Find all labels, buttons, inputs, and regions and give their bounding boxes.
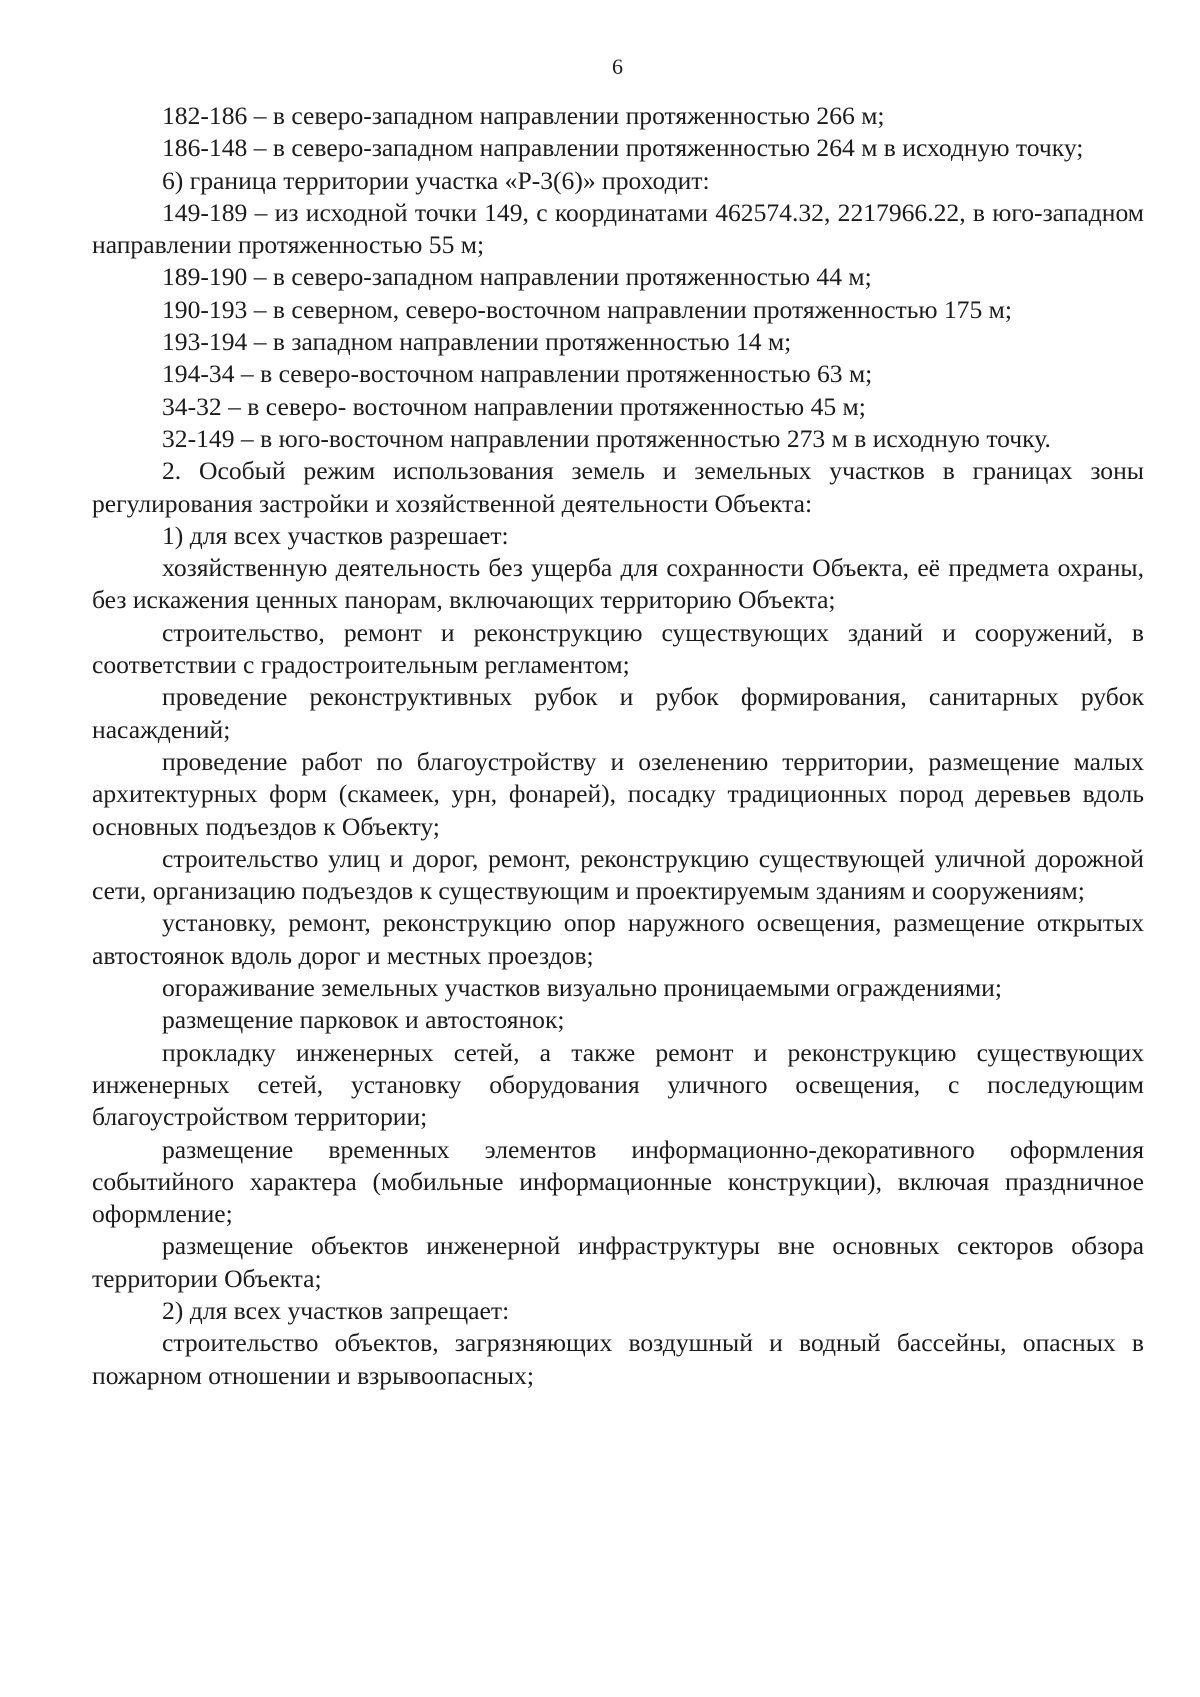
paragraph: размещение парковок и автостоянок; — [162, 1005, 565, 1035]
paragraph: прокладку инженерных сетей, а также ремонт и реконструкцию существующих инженерных сетей, установку оборудования уличного освещения, с последующим благоустройством территории; — [92, 1037, 1144, 1132]
paragraph: 189-190 – в северо-западном направлении протяженностью 44 м; — [162, 262, 872, 292]
paragraph: 182-186 – в северо-западном направлении протяженностью 266 м; — [162, 101, 885, 130]
paragraph: проведение реконструктивных рубок и рубок формирования, санитарных рубок насаждений; — [92, 682, 1144, 744]
paragraph: 34-32 – в северо- восточном направлении протяженностью 45 м; — [162, 391, 866, 421]
paragraph: 190-193 – в северном, северо-восточном направлении протяженностью 175 м; — [162, 294, 1012, 324]
paragraph: 2. Особый режим использования земель и земельных участков в границах зоны регулирования застройки и хозяйственной деятельности Объекта: — [92, 456, 1144, 518]
paragraph: хозяйственную деятельность без ущерба для сохранности Объекта, её предмета охраны, без искажения ценных панорам, включающих территорию Объекта; — [92, 553, 1144, 615]
paragraph: 32-149 – в юго-восточном направлении протяженностью 273 м в исходную точку. — [162, 423, 1051, 453]
paragraph: строительство объектов, загрязняющих воздушный и водный бассейны, опасных в пожарном отношении и взрывоопасных; — [92, 1328, 1144, 1390]
paragraph: установку, ремонт, реконструкцию опор наружного освещения, размещение открытых автостоянок вдоль дорог и местных проездов; — [92, 908, 1144, 970]
paragraph: размещение объектов инженерной инфраструктуры вне основных секторов обзора территории Объекта; — [92, 1231, 1144, 1293]
paragraph: 1) для всех участков разрешает: — [162, 520, 509, 550]
paragraph: 193-194 – в западном направлении протяженностью 14 м; — [162, 327, 792, 357]
page-number: 6 — [612, 54, 623, 79]
paragraph: огораживание земельных участков визуально проницаемыми ограждениями; — [162, 973, 1002, 1003]
paragraph: размещение временных элементов информационно-декоративного оформления событийного характера (мобильные информационные конструкции), включая праздничное оформление; — [92, 1134, 1144, 1229]
paragraph: 6) граница территории участка «Р-3(6)» проходит: — [162, 165, 710, 195]
paragraph: проведение работ по благоустройству и озеленению территории, размещение малых архитектурных форм (скамеек, урн, фонарей), посадку традиционных пород деревьев вдоль основных подъездов к Объекту; — [92, 746, 1144, 841]
paragraph: 2) для всех участков запрещает: — [162, 1295, 510, 1325]
paragraph: 186-148 – в северо-западном направлении протяженностью 264 м в исходную точку; — [162, 133, 1084, 163]
paragraph: строительство улиц и дорог, ремонт, реконструкцию существующей уличной дорожной сети, организацию подъездов к существующим и проектируемым зданиям и сооружениям; — [92, 843, 1144, 906]
paragraph: строительство, ремонт и реконструкцию существующих зданий и сооружений, в соответствии с градостроительным регламентом; — [92, 617, 1144, 680]
document-body — [92, 100, 1144, 1392]
paragraph: 194-34 – в северо-восточном направлении протяженностью 63 м; — [162, 359, 873, 389]
paragraph: 149-189 – из исходной точки 149, с координатами 462574.32, 2217966.22, в юго-западном направлении протяженностью 55 м; — [92, 197, 1144, 260]
